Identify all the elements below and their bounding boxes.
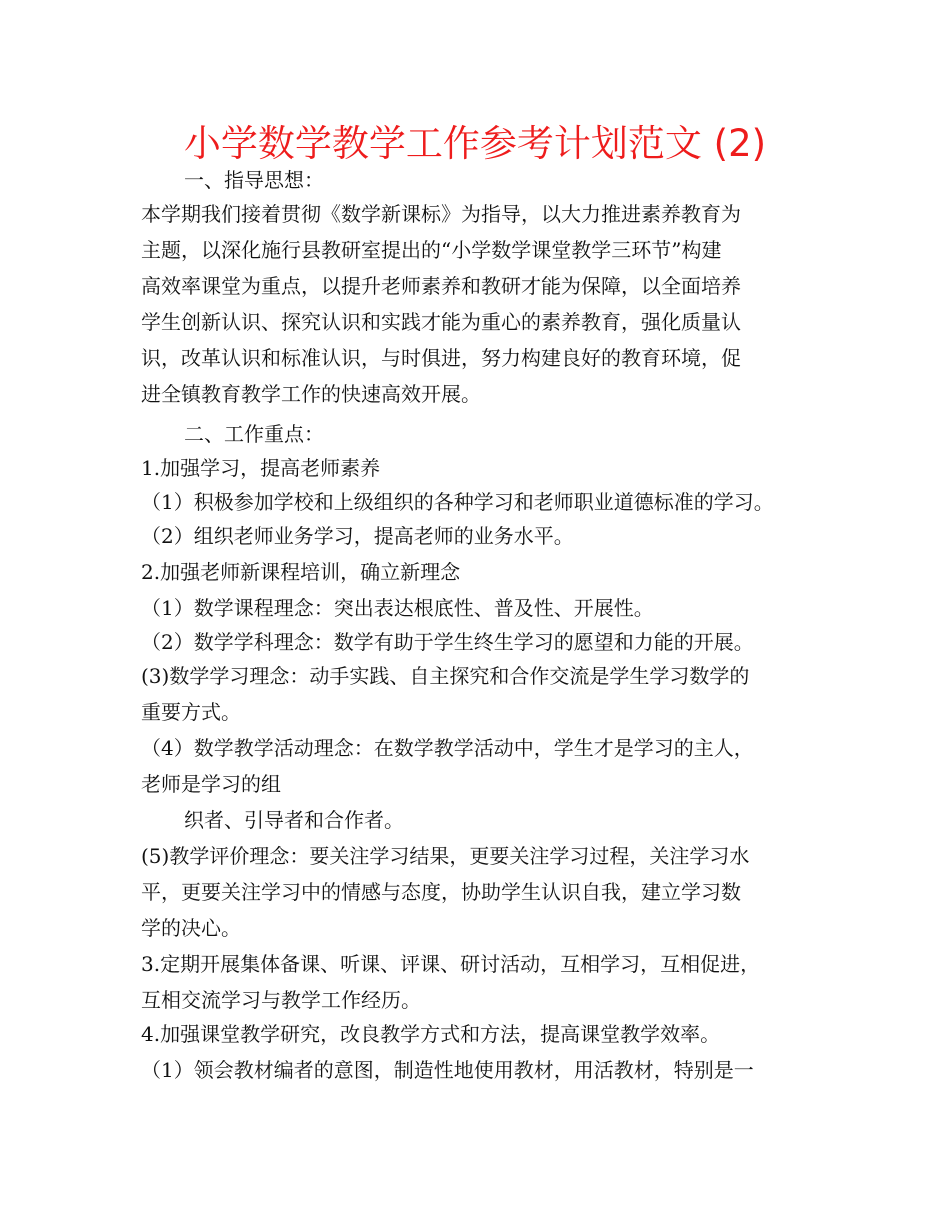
- list-item-continuation: 平，更要关注学习中的情感与态度，协助学生认识自我，建立学习数: [141, 880, 741, 904]
- list-item-continuation: 老师是学习的组: [141, 772, 281, 796]
- list-item: (3)数学学习理念：动手实践、自主探究和合作交流是学生学习数学的: [141, 664, 750, 688]
- list-item: (5)教学评价理念：要关注学习结果，更要关注学习过程，关注学习水: [141, 844, 750, 868]
- section-heading-guiding-ideology: 一、指导思想：: [184, 168, 324, 192]
- list-item-heading: 1.加强学习，提高老师素养: [141, 456, 381, 480]
- paragraph-line: 主题，以深化施行县教研室提出的“小学数学课堂教学三环节”构建: [141, 238, 722, 262]
- list-item: （1）数学课程理念：突出表达根底性、普及性、开展性。: [141, 596, 654, 620]
- list-item: （1）积极参加学校和上级组织的各种学习和老师职业道德标准的学习。: [141, 490, 774, 514]
- list-item-continuation: 织者、引导者和合作者。: [184, 808, 404, 832]
- paragraph-line: 学生创新认识、探究认识和实践才能为重心的素养教育，强化质量认: [141, 310, 741, 334]
- list-item: （2）组织老师业务学习，提高老师的业务水平。: [141, 524, 574, 548]
- list-item-continuation: 互相交流学习与教学工作经历。: [141, 988, 421, 1012]
- paragraph-line: 高效率课堂为重点，以提升老师素养和教研才能为保障，以全面培养: [141, 274, 741, 298]
- list-item-heading: 2.加强老师新课程培训，确立新理念: [141, 560, 461, 584]
- section-heading-work-focus: 二、工作重点：: [184, 422, 324, 446]
- paragraph-line: 本学期我们接着贯彻《数学新课标》为指导，以大力推进素养教育为: [141, 202, 741, 226]
- list-item-continuation: 学的决心。: [141, 916, 241, 940]
- list-item: （2）数学学科理念：数学有助于学生终生学习的愿望和力能的开展。: [141, 630, 754, 654]
- paragraph-line: 识，改革认识和标准认识，与时俱进，努力构建良好的教育环境，促: [141, 346, 741, 370]
- document-title: 小学数学教学工作参考计划范文 (2): [183, 122, 767, 165]
- list-item: （1）领会教材编者的意图，制造性地使用教材，用活教材，特别是一: [141, 1058, 754, 1082]
- list-item-continuation: 重要方式。: [141, 700, 241, 724]
- list-item-heading: 3.定期开展集体备课、听课、评课、研讨活动，互相学习，互相促进，: [141, 952, 761, 976]
- list-item-heading: 4.加强课堂教学研究，改良教学方式和方法，提高课堂教学效率。: [141, 1022, 721, 1046]
- paragraph-line: 进全镇教育教学工作的快速高效开展。: [141, 382, 481, 406]
- list-item: （4）数学教学活动理念：在数学教学活动中，学生才是学习的主人，: [141, 736, 754, 760]
